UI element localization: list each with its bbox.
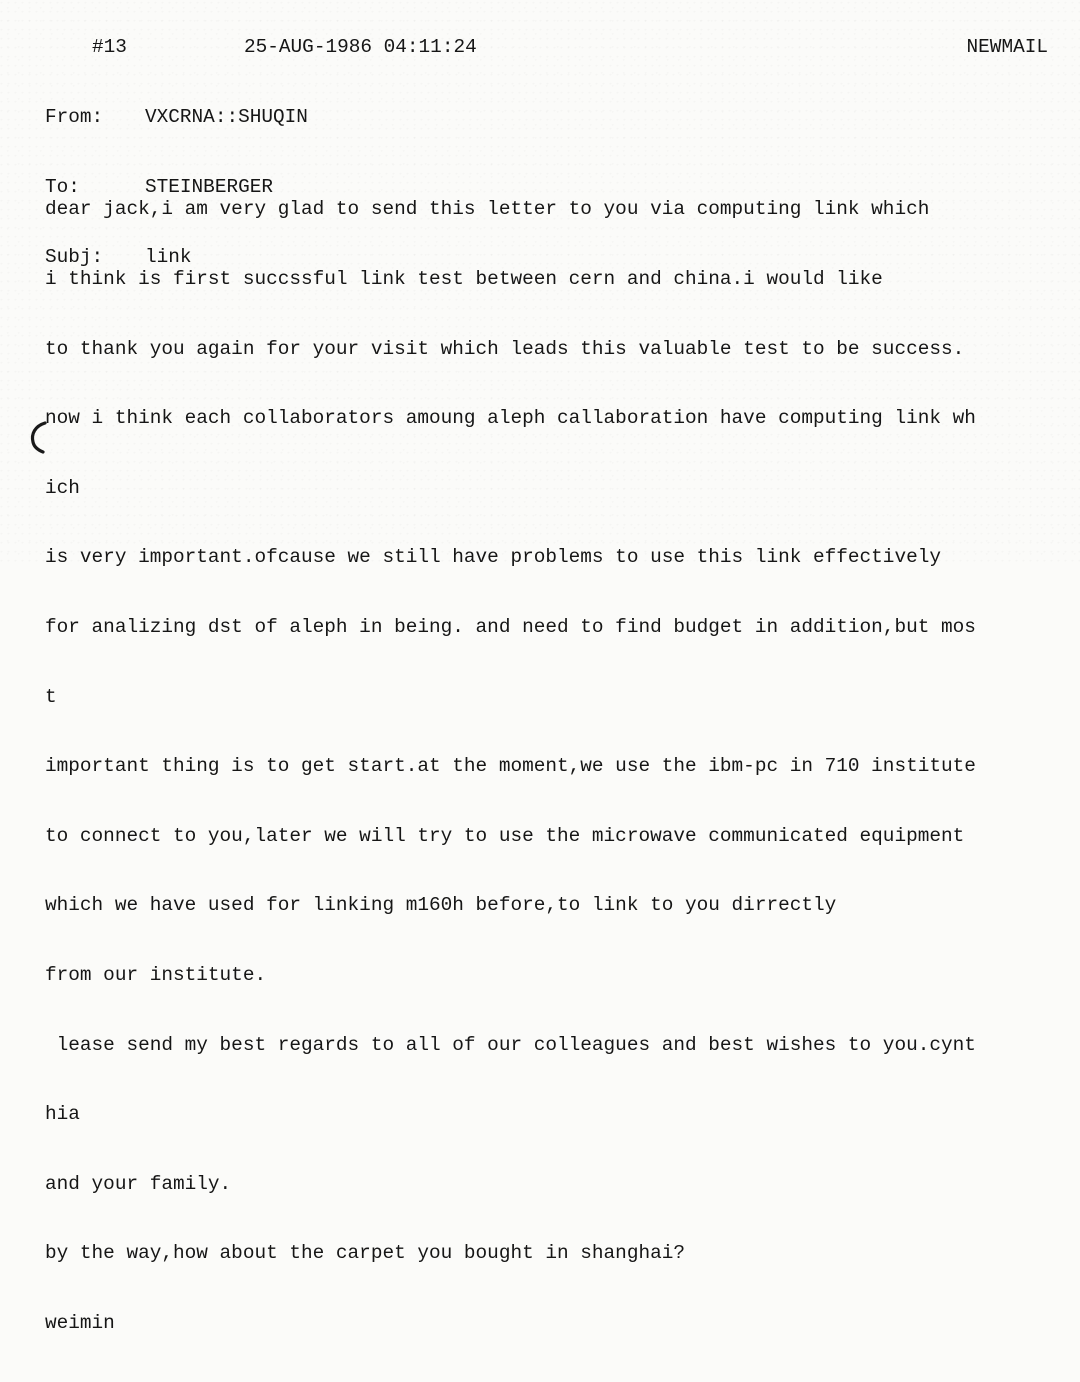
body-line: ich (45, 476, 80, 499)
to-label: To: (45, 176, 80, 198)
body-line: i think is first succssful link test between cern and china.i would like (45, 268, 883, 290)
message-number: #13 (92, 36, 127, 58)
to-value: STEINBERGER (145, 176, 273, 198)
body-line: dear jack,i am very glad to send this letter to you via computing link which (45, 198, 930, 221)
body-line: from our institute. (45, 963, 267, 986)
body-line: for analizing dst of aleph in being. and need to find budget in addition,but mos (45, 615, 976, 638)
body-line: to connect to you,later we will try to use the microwave communicated equipment (45, 824, 965, 847)
body-line: now i think each collaborators amoung aleph callaboration have computing link wh (45, 407, 976, 430)
body-line: hia (45, 1103, 80, 1126)
from-field (45, 106, 308, 129)
message-date: 25-AUG-1986 04:11:24 (244, 36, 477, 58)
handwritten-bracket-mark (29, 420, 49, 454)
subject-value: link (145, 245, 192, 268)
body-line: lease send my best regards to all of our colleagues and best wishes to you.cynt (45, 1033, 976, 1056)
body-line: weimin (45, 1311, 115, 1334)
message-body (45, 152, 976, 1382)
folder-name: NEWMAIL (966, 36, 1048, 58)
body-line: is very important.ofcause we still have problems to use this link effectively (45, 546, 941, 569)
body-line: to thank you again for your visit which leads this valuable test to be success. (45, 337, 965, 360)
body-line: and your family. (45, 1172, 232, 1195)
body-line: which we have used for linking m160h before,to link to you dirrectly (45, 894, 837, 917)
subject-label: Subj: (45, 245, 104, 268)
from-label: From: (45, 106, 104, 129)
body-line: important thing is to get start.at the moment,we use the ibm-pc in 710 institute (45, 755, 976, 778)
body-line: by the way,how about the carpet you bought in shanghai? (45, 1242, 685, 1265)
message-header (0, 36, 1080, 60)
from-value: VXCRNA::SHUQIN (145, 106, 308, 129)
body-line: t (45, 685, 57, 708)
